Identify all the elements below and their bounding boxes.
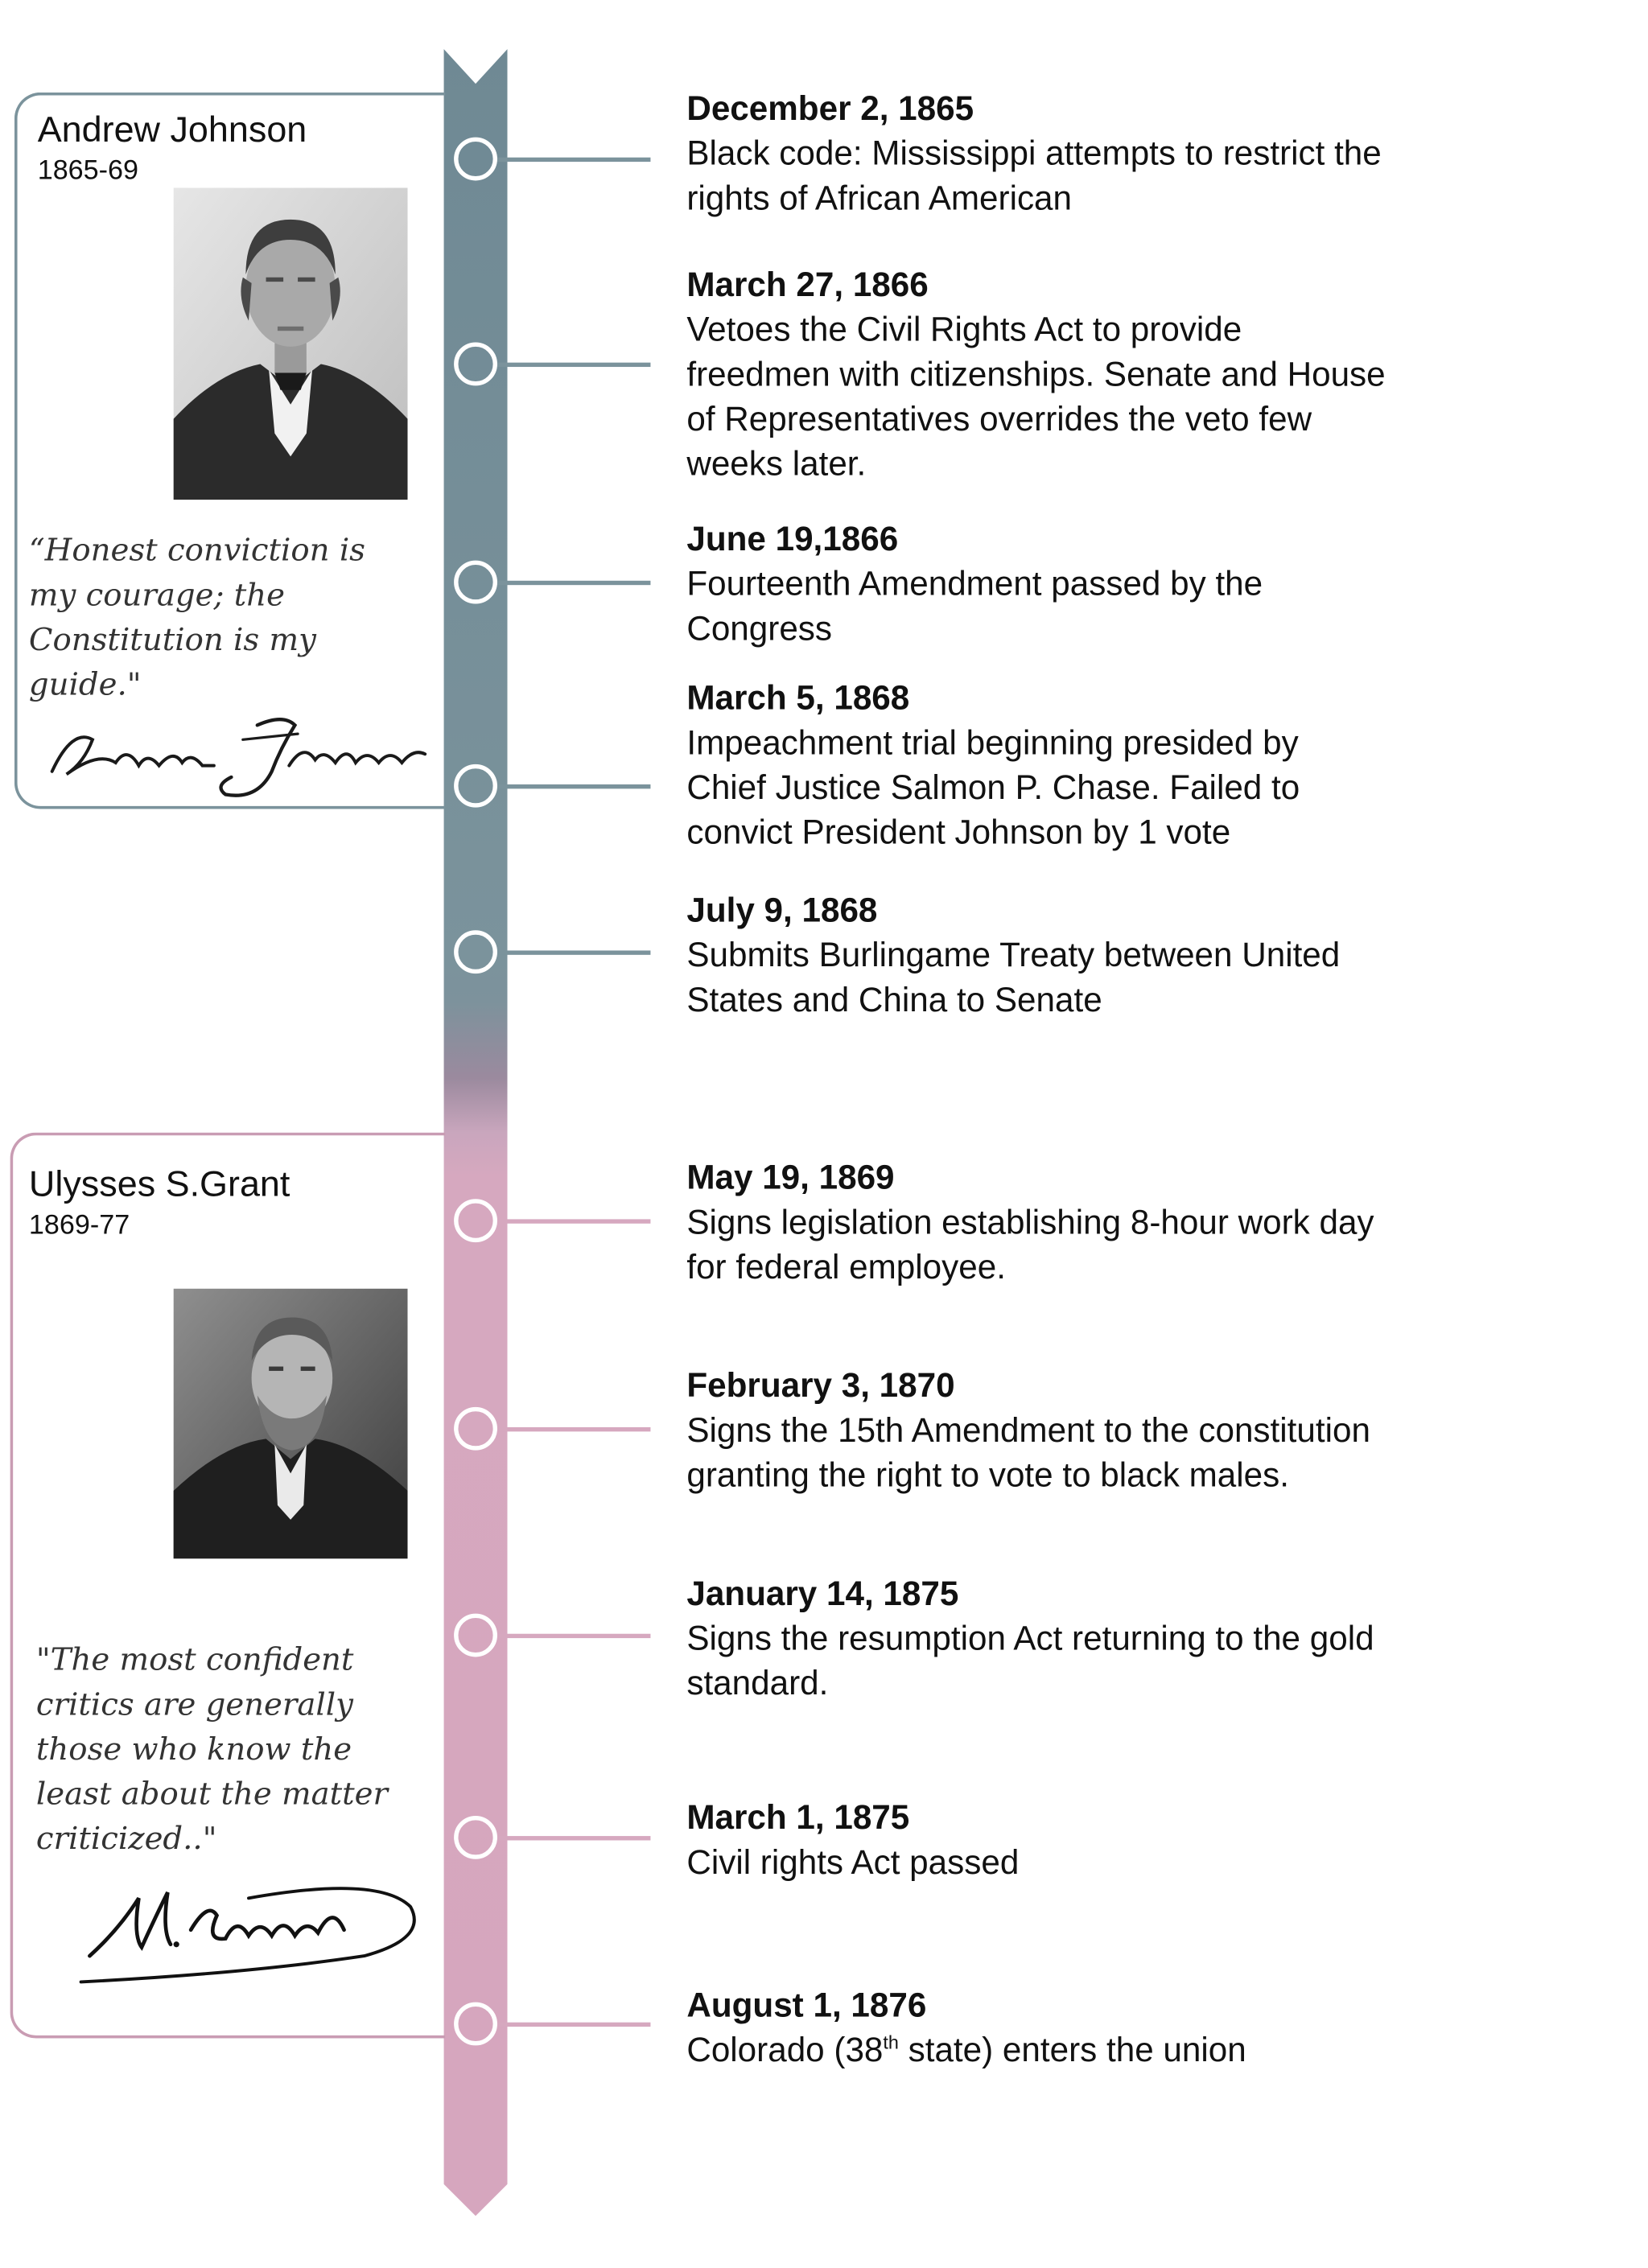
president-quote: “Honest conviction is my courage; the Constitution is my guide."	[28, 533, 366, 704]
president-term: 1869-77	[28, 1210, 130, 1241]
timeline-connector	[496, 1219, 650, 1223]
event-description-part: state) enters the union	[898, 2031, 1246, 2069]
event-description: Signs the resumption Act returning to the gold standard.	[686, 1619, 1374, 1702]
timeline-marker	[454, 1199, 497, 1242]
event-description: Black code: Mississippi attempts to restrict the rights of African American	[686, 134, 1382, 217]
timeline-event	[686, 676, 1612, 855]
timeline-marker	[454, 1816, 497, 1859]
event-date: March 27, 1866	[686, 265, 929, 304]
president-name: Andrew Johnson	[37, 109, 307, 150]
timeline-connector	[496, 1633, 650, 1637]
timeline-marker	[454, 561, 497, 604]
event-date: May 19, 1869	[686, 1158, 895, 1196]
portrait-photo-johnson	[174, 187, 408, 500]
timeline-event	[686, 1364, 1612, 1498]
event-description-part: Colorado (38	[686, 2031, 884, 2069]
event-description: Vetoes the Civil Rights Act to provide freedmen with citizenships. Senate and House of Representatives overrides the veto few weeks later.	[686, 311, 1386, 483]
portrait-icon	[174, 187, 408, 500]
event-date: March 5, 1868	[686, 678, 910, 717]
timeline-marker	[454, 1614, 497, 1657]
timeline-connector	[496, 1426, 650, 1430]
ordinal-suffix: th	[883, 2031, 899, 2053]
timeline-connector	[496, 362, 650, 366]
event-date: June 19,1866	[686, 520, 899, 558]
event-description: Signs the 15th Amendment to the constitution granting the right to vote to black males.	[686, 1411, 1370, 1494]
timeline-event	[686, 1796, 1612, 1885]
timeline-marker	[454, 1407, 497, 1451]
timeline-event	[686, 1983, 1612, 2072]
timeline-marker	[454, 138, 497, 181]
event-description: Impeachment trial beginning presided by Chief Justice Salmon P. Chase. Failed to convict President Johnson by 1 vote	[686, 723, 1300, 851]
timeline-event	[686, 87, 1612, 221]
timeline-connector	[496, 2022, 650, 2026]
portrait-icon	[174, 1289, 408, 1559]
president-name: Ulysses S.Grant	[28, 1164, 290, 1205]
event-description: Signs legislation establishing 8-hour work day for federal employee.	[686, 1203, 1374, 1286]
timeline-marker	[454, 343, 497, 386]
event-description	[686, 2028, 1612, 2073]
signature-johnson	[40, 708, 431, 804]
timeline-event	[686, 1572, 1612, 1706]
event-date: March 1, 1875	[686, 1798, 910, 1837]
timeline-connector	[496, 580, 650, 584]
timeline-connector	[496, 157, 650, 161]
timeline-event	[686, 263, 1612, 487]
portrait-photo-grant	[174, 1289, 408, 1559]
event-description: Civil rights Act passed	[686, 1843, 1020, 1881]
timeline-event	[686, 517, 1612, 652]
timeline-connector	[496, 950, 650, 954]
event-date: August 1, 1876	[686, 1986, 927, 2024]
timeline-marker	[454, 2003, 497, 2046]
timeline-event	[686, 1155, 1612, 1290]
signature-image	[40, 708, 431, 804]
event-description: Fourteenth Amendment passed by the Congress	[686, 565, 1263, 648]
timeline-event	[686, 888, 1612, 1023]
event-date: January 14, 1875	[686, 1574, 959, 1612]
timeline-connector	[496, 1835, 650, 1839]
timeline-marker	[454, 930, 497, 973]
president-term: 1865-69	[37, 155, 138, 187]
president-quote: "The most confident critics are generally those who know the least about the matter criticized.."	[35, 1642, 389, 1858]
event-date: December 2, 1865	[686, 89, 974, 128]
event-date: February 3, 1870	[686, 1366, 955, 1405]
timeline-connector	[496, 784, 650, 788]
timeline-marker	[454, 764, 497, 808]
signature-image	[75, 1872, 422, 1994]
signature-grant	[75, 1872, 422, 1994]
event-date: July 9, 1868	[686, 891, 878, 929]
event-description: Submits Burlingame Treaty between United States and China to Senate	[686, 936, 1341, 1019]
